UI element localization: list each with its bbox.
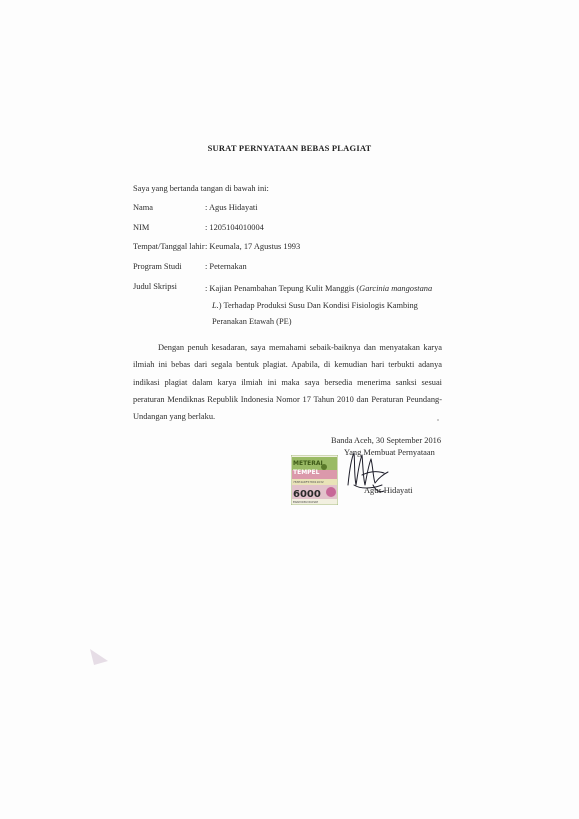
stamp-serial-text: 783E4ADF578911632 [293, 480, 324, 484]
field-label-judul: Judul Skripsi [133, 282, 177, 291]
speck-mark [437, 419, 439, 421]
page-smudge-mark [88, 645, 110, 667]
judul-line-3: Peranakan Etawah (PE) [212, 317, 292, 326]
field-value-nama: : Agus Hidayati [205, 203, 258, 212]
stamp-sub-text: ENAM RIBU RUPIAH [293, 501, 319, 504]
field-label-nama: Nama [133, 203, 153, 212]
judul-line2-rest: ) Terhadap Produksi Susu Dan Kondisi Fisiologis Kambing [218, 300, 418, 310]
judul-italic-species: Garcinia mangostana [359, 284, 433, 293]
judul-line-2 [205, 298, 443, 315]
statement-paragraph: Dengan penuh kesadaran, saya memahami sebaik-baiknya dan menyatakan karya ilmiah ini bebas dari segala bentuk plagiat. Apabila, di kemudian hari terbukti adanya indikasi plagiat dalam karya ilmiah ini maka saya bersedia menerima sanksi sesuai peraturan Mendiknas Republik Indonesia Nomor 17 Tahun 2010 dan Peraturan Peundang-Undangan yang berlaku. [133, 343, 442, 422]
place-date: Banda Aceh, 30 September 2016 [331, 436, 442, 445]
signer-name: Agus Hidayati [364, 486, 413, 495]
field-value-nim: : 1205104010004 [205, 223, 264, 232]
field-value-judul [205, 281, 443, 331]
field-value-prodi: : Peternakan [205, 262, 247, 271]
document-title: SURAT PERNYATAAN BEBAS PLAGIAT [207, 143, 372, 153]
field-value-ttl: : Keumala, 17 Agustus 1993 [205, 242, 301, 251]
judul-prefix: : Kajian Penambahan Tepung Kulit Manggis ( [205, 284, 360, 293]
judul-italic-author: L. [212, 300, 219, 310]
field-label-ttl: Tempat/Tanggal lahir [133, 242, 205, 251]
stamp-tempel-text: TEMPEL [293, 469, 320, 476]
yang-membuat-pernyataan: Yang Membuat Pernyataan [344, 448, 435, 457]
stamp-meterai-text: METERAI [293, 460, 323, 467]
field-label-prodi: Program Studi [133, 262, 182, 271]
intro-text: Saya yang bertanda tangan di bawah ini: [133, 184, 269, 193]
stamp-amount-text: 6000 [293, 489, 321, 500]
handwritten-signature [318, 445, 398, 505]
field-label-nim: NIM [133, 223, 150, 232]
